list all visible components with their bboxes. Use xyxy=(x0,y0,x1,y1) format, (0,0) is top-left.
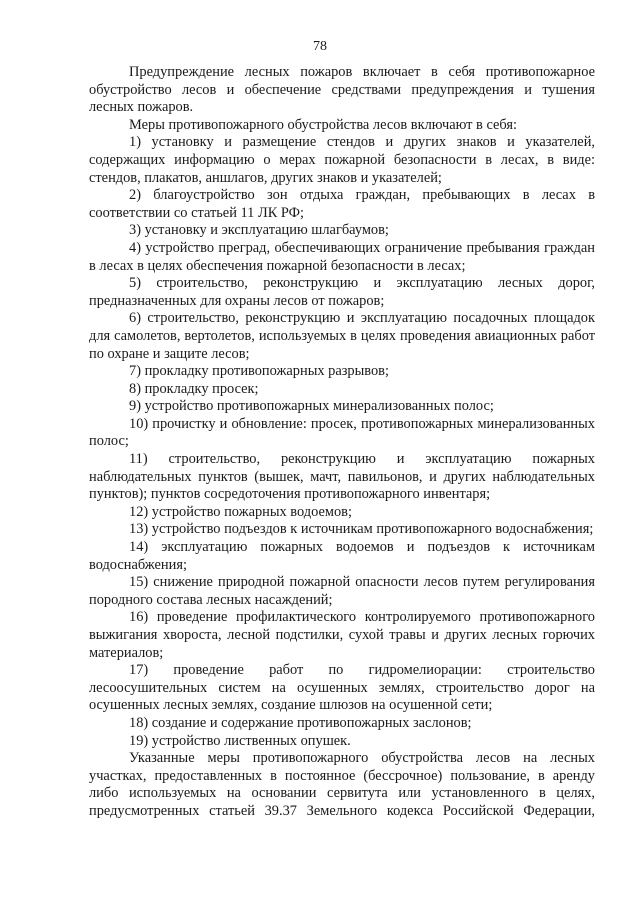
paragraph-conclusion: Указанные меры противопожарного обустройства лесов на лесных участках, предоставленных в постоянное (бессрочное) пользование, в аренду либо используемых на основании сервитута или установленного в целях, предусмотренных статьей 39.37 Земельного кодекса Российской Федерации, xyxy=(89,750,595,819)
list-item-4: 4) устройство преград, обеспечивающих ограничение пребывания граждан в лесах в целях обеспечения пожарной безопасности в лесах; xyxy=(89,239,595,274)
list-item-14: 14) эксплуатацию пожарных водоемов и подъездов к источникам водоснабжения; xyxy=(89,539,595,573)
list-item-5: 5) строительство, реконструкцию и эксплуатацию лесных дорог, предназначенных для охраны лесов от пожаров; xyxy=(89,275,595,309)
document-body xyxy=(89,64,595,821)
list-item-19: 19) устройство лиственных опушек. xyxy=(129,732,351,749)
list-item-8: 8) прокладку просек; xyxy=(129,380,259,397)
list-item-3: 3) установку и эксплуатацию шлагбаумов; xyxy=(129,222,389,239)
list-item-13: 13) устройство подъездов к источникам противопожарного водоснабжения; xyxy=(129,521,594,538)
list-item-18: 18) создание и содержание противопожарных заслонов; xyxy=(129,714,472,731)
page-number: 78 xyxy=(313,39,327,54)
paragraph-measures-heading: Меры противопожарного обустройства лесов включают в себя: xyxy=(129,116,517,133)
list-item-1: 1) установку и размещение стендов и других знаков и указателей, содержащих информацию о мерах пожарной безопасности в лесах, в виде: стендов, плакатов, аншлагов, других знаков и указателей; xyxy=(89,134,595,186)
list-item-9: 9) устройство противопожарных минерализованных полос; xyxy=(129,398,494,415)
list-item-6: 6) строительство, реконструкцию и эксплуатацию посадочных площадок для самолетов, вертолетов, используемых в целях проведения авиационных работ по охране и защите лесов; xyxy=(89,310,595,362)
list-item-11: 11) строительство, реконструкцию и эксплуатацию пожарных наблюдательных пунктов (вышек, мачт, павильонов, и других наблюдательных пунктов); пунктов сосредоточения противопожарного инвентаря; xyxy=(89,451,595,503)
list-item-15: 15) снижение природной пожарной опасности лесов путем регулирования породного состава лесных насаждений; xyxy=(89,574,595,608)
list-item-16: 16) проведение профилактического контролируемого противопожарного выжигания хвороста, лесной подстилки, сухой травы и других лесных горючих материалов; xyxy=(89,609,595,661)
paragraph-intro: Предупреждение лесных пожаров включает в себя противопожарное обустройство лесов и обеспечение средствами предупреждения и тушения лесных пожаров. xyxy=(89,64,595,116)
list-item-2: 2) благоустройство зон отдыха граждан, пребывающих в лесах в соответствии со статьей 11 ЛК РФ; xyxy=(89,187,595,221)
list-item-7: 7) прокладку противопожарных разрывов; xyxy=(129,363,389,380)
list-item-10: 10) прочистку и обновление: просек, противопожарных минерализованных полос; xyxy=(89,415,595,450)
list-item-12: 12) устройство пожарных водоемов; xyxy=(129,503,352,520)
list-item-17: 17) проведение работ по гидромелиорации: строительство лесоосушительных систем на осушенных землях, строительство дорог на осушенных лесных землях, создание шлюзов на осушенной сети; xyxy=(89,662,595,714)
